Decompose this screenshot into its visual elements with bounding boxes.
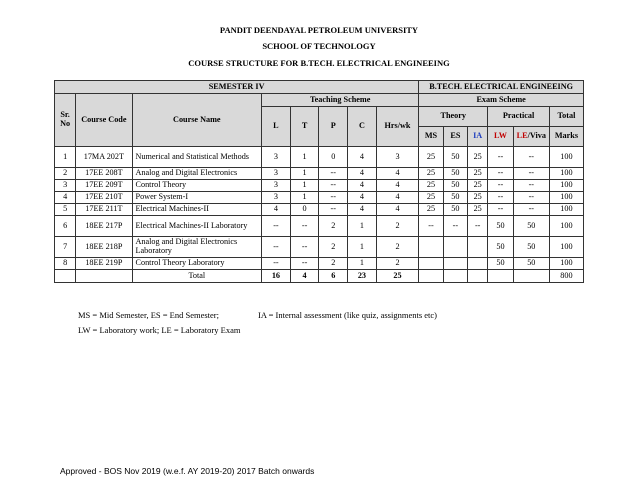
cell-MS [419, 237, 443, 258]
cell-T: 1 [290, 192, 319, 204]
cell-P: 2 [319, 237, 348, 258]
cell-IA: 25 [468, 168, 488, 180]
cell-LE: -- [513, 204, 549, 216]
cell-MS [419, 258, 443, 270]
cell-T: 1 [290, 147, 319, 168]
program-cell: B.TECH. ELECTRICAL ENGINEEING [419, 81, 584, 94]
cell-LW: 50 [488, 216, 513, 237]
cell-P: 0 [319, 147, 348, 168]
cell-LW: 50 [488, 258, 513, 270]
col-header-C: C [348, 107, 377, 147]
col-header-sr: Sr. No [55, 94, 76, 147]
table-row [55, 258, 584, 270]
total-empty-cell [55, 270, 76, 283]
cell-T: 0 [290, 204, 319, 216]
cell-P: 2 [319, 258, 348, 270]
cell-hrs: 4 [376, 204, 418, 216]
total-T: 4 [290, 270, 319, 283]
table-row [55, 204, 584, 216]
col-header-MS: MS [419, 127, 443, 147]
cell-L: -- [262, 258, 291, 270]
col-header-IA: IA [468, 127, 488, 147]
cell-T: 1 [290, 168, 319, 180]
cell-T: -- [290, 258, 319, 270]
col-header-LE-viva [513, 127, 549, 147]
exam-scheme-header: Exam Scheme [419, 94, 584, 107]
cell-LE: -- [513, 180, 549, 192]
cell-C: 1 [348, 258, 377, 270]
total-empty-cell [488, 270, 513, 283]
col-header-hrs: Hrs/wk [376, 107, 418, 147]
cell-LW: 50 [488, 237, 513, 258]
cell-code: 17EE 211T [76, 204, 132, 216]
col-header-name: Course Name [132, 94, 262, 147]
cell-L: 3 [262, 147, 291, 168]
cell-LW: -- [488, 168, 513, 180]
cell-hrs: 2 [376, 216, 418, 237]
cell-sr: 7 [55, 237, 76, 258]
total-empty-cell [76, 270, 132, 283]
cell-code: 17MA 202T [76, 147, 132, 168]
cell-sr: 2 [55, 168, 76, 180]
approval-footer: Approved - BOS Nov 2019 (w.e.f. AY 2019-20) 2017 Batch onwards [60, 466, 315, 476]
semester-cell: SEMESTER IV [55, 81, 419, 94]
table-row [55, 192, 584, 204]
col-header-LW: LW [488, 127, 513, 147]
total-empty-cell [419, 270, 443, 283]
cell-C: 4 [348, 180, 377, 192]
cell-sr: 8 [55, 258, 76, 270]
cell-MS: 25 [419, 192, 443, 204]
cell-ES: 50 [443, 192, 467, 204]
cell-total: 100 [549, 204, 583, 216]
cell-sr: 4 [55, 192, 76, 204]
course-structure-title: COURSE STRUCTURE FOR B.TECH. ELECTRICAL ENGINEEING [188, 58, 450, 68]
cell-LW: -- [488, 192, 513, 204]
cell-LW: -- [488, 204, 513, 216]
cell-P: -- [319, 204, 348, 216]
cell-name: Analog and Digital Electronics Laboratory [132, 237, 262, 258]
cell-IA: 25 [468, 192, 488, 204]
table-row [55, 237, 584, 258]
table-row [55, 147, 584, 168]
total-header: Total [549, 107, 583, 127]
cell-name: Numerical and Statistical Methods [132, 147, 262, 168]
cell-name: Analog and Digital Electronics [132, 168, 262, 180]
cell-ES: -- [443, 216, 467, 237]
cell-code: 17EE 210T [76, 192, 132, 204]
cell-C: 4 [348, 192, 377, 204]
col-header-viva: /Viva [527, 131, 546, 141]
cell-LE: 50 [513, 258, 549, 270]
cell-code: 18EE 217P [76, 216, 132, 237]
practical-header: Practical [488, 107, 550, 127]
cell-MS: -- [419, 216, 443, 237]
cell-LW: -- [488, 180, 513, 192]
cell-IA [468, 258, 488, 270]
col-header-marks: Marks [549, 127, 583, 147]
cell-L: -- [262, 237, 291, 258]
cell-name: Control Theory [132, 180, 262, 192]
total-marks: 800 [549, 270, 583, 283]
course-structure-table [54, 80, 584, 283]
cell-sr: 3 [55, 180, 76, 192]
cell-ES: 50 [443, 204, 467, 216]
table-row [55, 168, 584, 180]
cell-hrs: 2 [376, 258, 418, 270]
cell-LE: -- [513, 168, 549, 180]
cell-LE: -- [513, 147, 549, 168]
col-header-L: L [262, 107, 291, 147]
university-name: PANDIT DEENDAYAL PETROLEUM UNIVERSITY [219, 25, 419, 35]
cell-L: 3 [262, 192, 291, 204]
cell-P: -- [319, 192, 348, 204]
cell-LE: -- [513, 192, 549, 204]
school-name: SCHOOL OF TECHNOLOGY [262, 41, 376, 51]
cell-P: 2 [319, 216, 348, 237]
cell-T: 1 [290, 180, 319, 192]
cell-hrs: 4 [376, 168, 418, 180]
cell-IA: 25 [468, 204, 488, 216]
cell-name: Control Theory Laboratory [132, 258, 262, 270]
cell-ES: 50 [443, 168, 467, 180]
cell-MS: 25 [419, 204, 443, 216]
legend-lw-le: LW = Laboratory work; LE = Laboratory Exam [78, 325, 241, 335]
col-header-P: P [319, 107, 348, 147]
theory-header: Theory [419, 107, 488, 127]
cell-T: -- [290, 237, 319, 258]
cell-IA [468, 237, 488, 258]
cell-ES: 50 [443, 147, 467, 168]
cell-C: 4 [348, 147, 377, 168]
cell-IA: 25 [468, 147, 488, 168]
cell-hrs: 2 [376, 237, 418, 258]
cell-LW: -- [488, 147, 513, 168]
legend-ia: IA = Internal assessment (like quiz, assignments etc) [258, 310, 437, 320]
legend-ms-es: MS = Mid Semester, ES = End Semester; [78, 310, 219, 320]
cell-total: 100 [549, 237, 583, 258]
cell-sr: 1 [55, 147, 76, 168]
total-hrs: 25 [376, 270, 418, 283]
cell-C: 1 [348, 237, 377, 258]
total-empty-cell [443, 270, 467, 283]
cell-hrs: 4 [376, 192, 418, 204]
cell-code: 18EE 218P [76, 237, 132, 258]
cell-C: 4 [348, 204, 377, 216]
teaching-scheme-header: Teaching Scheme [262, 94, 419, 107]
cell-hrs: 4 [376, 180, 418, 192]
cell-IA: 25 [468, 180, 488, 192]
cell-name: Electrical Machines-II [132, 204, 262, 216]
cell-MS: 25 [419, 168, 443, 180]
cell-code: 18EE 219P [76, 258, 132, 270]
table-row [55, 180, 584, 192]
total-L: 16 [262, 270, 291, 283]
cell-total: 100 [549, 192, 583, 204]
cell-MS: 25 [419, 180, 443, 192]
cell-IA: -- [468, 216, 488, 237]
cell-L: -- [262, 216, 291, 237]
cell-total: 100 [549, 147, 583, 168]
cell-code: 17EE 208T [76, 168, 132, 180]
cell-sr: 5 [55, 204, 76, 216]
cell-total: 100 [549, 258, 583, 270]
cell-sr: 6 [55, 216, 76, 237]
table-row [55, 216, 584, 237]
cell-LE: 50 [513, 216, 549, 237]
col-header-ES: ES [443, 127, 467, 147]
cell-L: 3 [262, 168, 291, 180]
cell-P: -- [319, 168, 348, 180]
cell-ES [443, 237, 467, 258]
cell-total: 100 [549, 168, 583, 180]
cell-T: -- [290, 216, 319, 237]
total-P: 6 [319, 270, 348, 283]
cell-total: 100 [549, 180, 583, 192]
cell-ES [443, 258, 467, 270]
cell-MS: 25 [419, 147, 443, 168]
cell-total: 100 [549, 216, 583, 237]
total-empty-cell [513, 270, 549, 283]
cell-name: Electrical Machines-II Laboratory [132, 216, 262, 237]
cell-L: 3 [262, 180, 291, 192]
cell-code: 17EE 209T [76, 180, 132, 192]
cell-C: 1 [348, 216, 377, 237]
cell-ES: 50 [443, 180, 467, 192]
cell-hrs: 3 [376, 147, 418, 168]
cell-L: 4 [262, 204, 291, 216]
col-header-T: T [290, 107, 319, 147]
total-C: 23 [348, 270, 377, 283]
cell-C: 4 [348, 168, 377, 180]
col-header-code: Course Code [76, 94, 132, 147]
col-header-LE: LE [516, 131, 528, 141]
total-label: Total [132, 270, 262, 283]
total-empty-cell [468, 270, 488, 283]
cell-LE: 50 [513, 237, 549, 258]
cell-name: Power System-I [132, 192, 262, 204]
cell-P: -- [319, 180, 348, 192]
